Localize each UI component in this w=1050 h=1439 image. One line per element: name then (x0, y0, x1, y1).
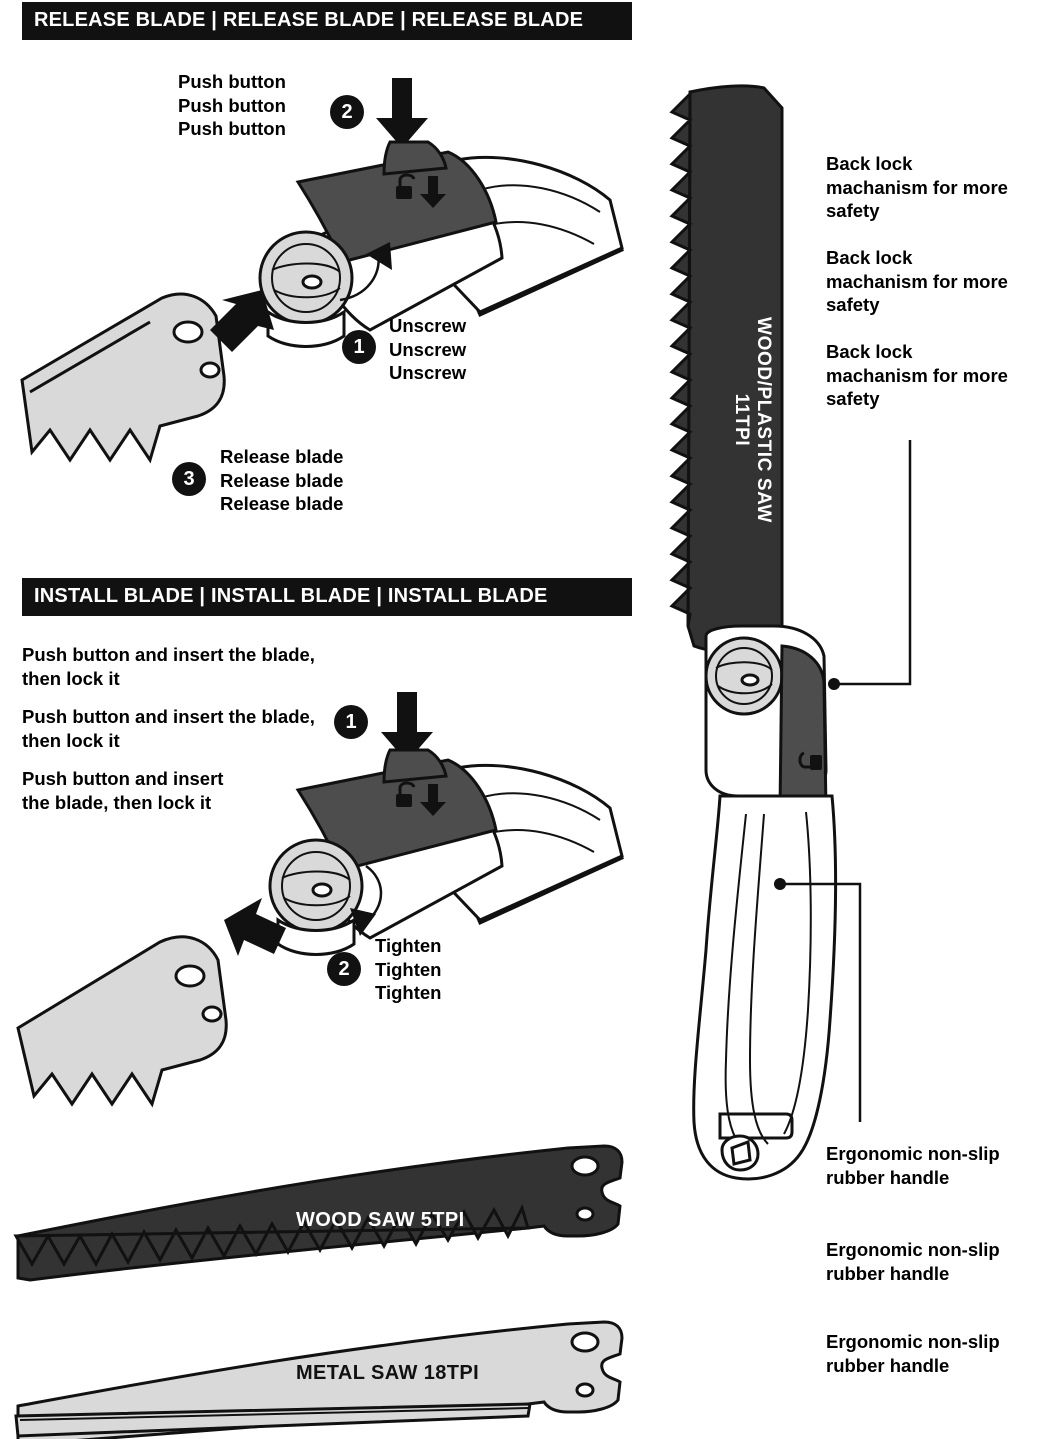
release-blade-callout (220, 445, 450, 516)
install-tighten-line-3: Tighten (375, 982, 442, 1004)
handle-callout-2 (826, 1238, 1026, 1285)
release-step-badge-unscrew: 1 (342, 330, 376, 364)
install-push-callout-1 (22, 643, 317, 690)
back-lock-text-1: Back lock machanism for more safety (826, 153, 1008, 222)
handle-callout-3 (826, 1330, 1026, 1377)
release-blade-line-2: Release blade (220, 469, 344, 491)
metal-saw-label: METAL SAW 18TPI (296, 1362, 480, 1384)
install-blade-banner: INSTALL BLADE | INSTALL BLADE | INSTALL BLADE (22, 578, 632, 616)
handle-text-1: Ergonomic non-slip rubber handle (826, 1143, 1000, 1188)
back-lock-leader-line (800, 440, 930, 700)
install-tighten-callout (375, 934, 555, 1005)
back-lock-text-2: Back lock machanism for more safety (826, 247, 1008, 316)
release-unscrew-callout (389, 314, 589, 385)
install-push-text-3: Push button and insert the blade, then lock it (22, 768, 224, 813)
back-lock-callout-1 (826, 152, 1016, 223)
install-step-badge-tighten: 2 (327, 952, 361, 986)
handle-text-3: Ergonomic non-slip rubber handle (826, 1331, 1000, 1376)
handle-callout-1 (826, 1142, 1026, 1189)
back-lock-callout-2 (826, 246, 1016, 317)
release-blade-line-1: Release blade (220, 446, 344, 467)
wood-saw-label: WOOD SAW 5TPI (296, 1209, 465, 1231)
install-step-badge-push: 1 (334, 705, 368, 739)
release-blade-line-3: Release blade (220, 493, 344, 515)
install-tool-illustration (10, 738, 630, 1118)
release-unscrew-line-3: Unscrew (389, 362, 467, 384)
main-blade-label: WOOD/PLASTIC SAW 11TPI (731, 317, 774, 523)
handle-text-2: Ergonomic non-slip rubber handle (826, 1239, 1000, 1284)
install-push-text-2: Push button and insert the blade, then lock it (22, 706, 315, 751)
install-tighten-line-2: Tighten (375, 958, 442, 980)
handle-leader-line (770, 860, 900, 1130)
back-lock-callout-3 (826, 340, 1016, 411)
release-push-line-3: Push button (178, 118, 286, 140)
release-step-badge-push: 2 (330, 95, 364, 129)
install-tighten-line-1: Tighten (375, 935, 442, 956)
release-step-badge-release: 3 (172, 462, 206, 496)
release-push-line-1: Push button (178, 71, 286, 92)
back-lock-text-3: Back lock machanism for more safety (826, 341, 1008, 410)
release-unscrew-line-1: Unscrew (389, 315, 467, 336)
release-blade-banner: RELEASE BLADE | RELEASE BLADE | RELEASE BLADE (22, 2, 632, 40)
install-push-text-1: Push button and insert the blade, then lock it (22, 644, 315, 689)
release-unscrew-line-2: Unscrew (389, 338, 467, 360)
release-push-line-2: Push button (178, 94, 286, 116)
